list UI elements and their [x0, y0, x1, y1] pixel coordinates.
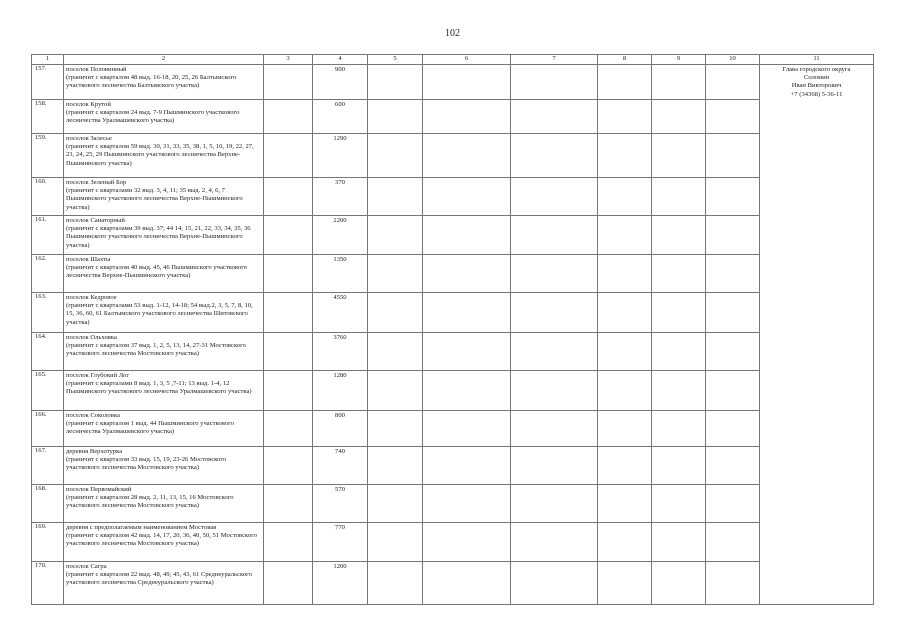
settlement-cell: поселок Крутой (граничит с кварталом 24 выд. 7-9 Пышминского участкового лесничества Уралмашевского участка)	[64, 100, 264, 134]
empty-cell	[423, 485, 511, 523]
empty-cell	[511, 178, 598, 216]
header-row	[32, 55, 874, 65]
settlement-cell: поселок Санаторный (граничит с кварталами 39 выд. 37; 44 14, 15, 21, 22, 33, 34, 35, 36 Пышминского участкового лесничества Верхне-Пышминского участка)	[64, 216, 264, 255]
column-header: 10	[706, 55, 760, 65]
row-number-cell: 160.	[32, 178, 64, 216]
empty-cell	[511, 333, 598, 371]
column-header: 1	[32, 55, 64, 65]
empty-cell	[368, 333, 423, 371]
settlement-cell: поселок Кедровое (граничит с кварталами 53 выд. 1-12, 14-18; 54 выд.2, 3, 5, 7, 8, 10, 15, 36, 60, 61 Балтымского участкового лесничества Шитовского участка)	[64, 293, 264, 333]
table-body	[32, 65, 874, 605]
table-row	[32, 216, 874, 255]
table-row	[32, 371, 874, 411]
empty-cell	[706, 178, 760, 216]
empty-cell	[423, 216, 511, 255]
value-cell: 1200	[313, 562, 368, 605]
empty-cell	[706, 100, 760, 134]
row-number-cell: 169.	[32, 523, 64, 562]
table-row	[32, 447, 874, 485]
empty-cell	[264, 485, 313, 523]
empty-cell	[706, 65, 760, 100]
value-cell: 1290	[313, 134, 368, 178]
empty-cell	[423, 523, 511, 562]
empty-cell	[511, 255, 598, 293]
empty-cell	[511, 134, 598, 178]
empty-cell	[652, 411, 706, 447]
empty-cell	[706, 411, 760, 447]
settlement-cell: деревня Верхотурка (граничит с кварталом 33 выд. 15, 19, 23-26 Мостовского участкового лесничества Мостовского участка)	[64, 447, 264, 485]
empty-cell	[423, 134, 511, 178]
empty-cell	[368, 562, 423, 605]
empty-cell	[511, 216, 598, 255]
table-row	[32, 411, 874, 447]
empty-cell	[423, 293, 511, 333]
row-number-cell: 162.	[32, 255, 64, 293]
empty-cell	[652, 371, 706, 411]
empty-cell	[368, 371, 423, 411]
page-number: 102	[445, 28, 460, 39]
value-cell: 1350	[313, 255, 368, 293]
row-number-cell: 166.	[32, 411, 64, 447]
table-row	[32, 134, 874, 178]
column-header: 11	[760, 55, 874, 65]
empty-cell	[598, 447, 652, 485]
empty-cell	[652, 134, 706, 178]
empty-cell	[598, 65, 652, 100]
settlement-cell: поселок Сагра (граничит с кварталом 22 выд. 48, 49, 45, 43, 61 Среднеуральского участкового лесничества Среднеуральского участка)	[64, 562, 264, 605]
settlement-cell: поселок Соколовка (граничит с кварталом 1 выд. 44 Пышминского участкового лесничества Уралмашевского участка)	[64, 411, 264, 447]
column-header: 5	[368, 55, 423, 65]
value-cell: 570	[313, 485, 368, 523]
empty-cell	[264, 333, 313, 371]
empty-cell	[368, 178, 423, 216]
empty-cell	[368, 134, 423, 178]
empty-cell	[264, 100, 313, 134]
value-cell: 770	[313, 523, 368, 562]
empty-cell	[652, 523, 706, 562]
row-number-cell: 157.	[32, 65, 64, 100]
empty-cell	[511, 65, 598, 100]
table-row	[32, 485, 874, 523]
empty-cell	[652, 485, 706, 523]
value-cell: 4550	[313, 293, 368, 333]
empty-cell	[652, 100, 706, 134]
empty-cell	[706, 371, 760, 411]
table-row	[32, 65, 874, 100]
empty-cell	[706, 134, 760, 178]
empty-cell	[598, 134, 652, 178]
empty-cell	[368, 65, 423, 100]
empty-cell	[706, 447, 760, 485]
empty-cell	[511, 523, 598, 562]
empty-cell	[511, 485, 598, 523]
table-row	[32, 100, 874, 134]
table-row	[32, 523, 874, 562]
empty-cell	[598, 100, 652, 134]
settlement-cell: поселок Залесье (граничит с кварталом 59 выд. 30, 31, 33, 35, 38, 1, 5, 10, 19, 22, 27, 23, 24, 25, 29 Пышминского участкового лесничества Верхне-Пышминского участка)	[64, 134, 264, 178]
row-number-cell: 163.	[32, 293, 64, 333]
column-header: 4	[313, 55, 368, 65]
empty-cell	[264, 523, 313, 562]
empty-cell	[264, 447, 313, 485]
row-number-cell: 165.	[32, 371, 64, 411]
empty-cell	[706, 562, 760, 605]
empty-cell	[598, 178, 652, 216]
empty-cell	[423, 371, 511, 411]
column-header: 8	[598, 55, 652, 65]
empty-cell	[264, 255, 313, 293]
empty-cell	[598, 485, 652, 523]
empty-cell	[368, 523, 423, 562]
empty-cell	[264, 411, 313, 447]
table-row	[32, 333, 874, 371]
settlement-cell: поселок Шахты (граничит с кварталом 40 выд. 45, 46 Пышминского участкового лесничества Верхне-Пышминского участка)	[64, 255, 264, 293]
empty-cell	[598, 255, 652, 293]
column-header: 2	[64, 55, 264, 65]
table-row	[32, 255, 874, 293]
empty-cell	[423, 411, 511, 447]
empty-cell	[511, 100, 598, 134]
empty-cell	[264, 371, 313, 411]
empty-cell	[423, 447, 511, 485]
value-cell: 900	[313, 65, 368, 100]
contact-cell: Глава городского округа Соломин Иван Викторович +7 (34368) 5-36-11	[760, 65, 874, 605]
empty-cell	[706, 216, 760, 255]
row-number-cell: 158.	[32, 100, 64, 134]
empty-cell	[368, 216, 423, 255]
table-row	[32, 562, 874, 605]
empty-cell	[264, 134, 313, 178]
table-row	[32, 293, 874, 333]
value-cell: 740	[313, 447, 368, 485]
empty-cell	[423, 100, 511, 134]
row-number-cell: 164.	[32, 333, 64, 371]
empty-cell	[598, 523, 652, 562]
settlement-cell: поселок Глубокий Лог (граничит с кварталами 8 выд. 1, 3, 5 ,7-11; 13 выд. 1-4, 12 Пышминского участкового лесничества Уралмашевского участка)	[64, 371, 264, 411]
empty-cell	[511, 562, 598, 605]
column-header: 7	[511, 55, 598, 65]
value-cell: 1280	[313, 371, 368, 411]
empty-cell	[264, 178, 313, 216]
empty-cell	[706, 333, 760, 371]
value-cell: 2200	[313, 216, 368, 255]
empty-cell	[706, 255, 760, 293]
empty-cell	[368, 485, 423, 523]
row-number-cell: 167.	[32, 447, 64, 485]
empty-cell	[652, 447, 706, 485]
empty-cell	[598, 562, 652, 605]
column-header: 6	[423, 55, 511, 65]
empty-cell	[598, 333, 652, 371]
empty-cell	[423, 255, 511, 293]
table-row	[32, 178, 874, 216]
empty-cell	[706, 485, 760, 523]
empty-cell	[706, 523, 760, 562]
row-number-cell: 159.	[32, 134, 64, 178]
row-number-cell: 161.	[32, 216, 64, 255]
settlement-cell: деревня с предполагаемым наименованием Мостовая (граничит с кварталом 42 выд. 14, 17, 20, 36, 40, 50, 51 Мостовского участкового лесничества Мостовского участка)	[64, 523, 264, 562]
empty-cell	[652, 293, 706, 333]
empty-cell	[598, 293, 652, 333]
settlements-table	[31, 54, 874, 605]
empty-cell	[598, 411, 652, 447]
settlement-cell: поселок Зеленый Бор (граничит с кварталами 32 выд. 3, 4, 11; 35 выд. 2, 4, 6, 7 Пышминского участкового лесничества Верхне-Пышминского участка)	[64, 178, 264, 216]
empty-cell	[423, 333, 511, 371]
value-cell: 370	[313, 178, 368, 216]
settlement-cell: поселок Ольховка (граничит с кварталом 37 выд. 1, 2, 5, 13, 14, 27-31 Мостовского участкового лесничества Мостовского участка)	[64, 333, 264, 371]
empty-cell	[368, 447, 423, 485]
row-number-cell: 170.	[32, 562, 64, 605]
empty-cell	[706, 293, 760, 333]
empty-cell	[652, 333, 706, 371]
empty-cell	[511, 411, 598, 447]
empty-cell	[423, 65, 511, 100]
empty-cell	[511, 293, 598, 333]
value-cell: 600	[313, 100, 368, 134]
empty-cell	[652, 216, 706, 255]
empty-cell	[368, 411, 423, 447]
value-cell: 3760	[313, 333, 368, 371]
empty-cell	[423, 178, 511, 216]
empty-cell	[652, 255, 706, 293]
empty-cell	[652, 65, 706, 100]
empty-cell	[368, 100, 423, 134]
empty-cell	[264, 562, 313, 605]
empty-cell	[423, 562, 511, 605]
settlement-cell: поселок Первомайский (граничит с кварталом 28 выд. 2, 11, 13, 15, 16 Мостовского участкового лесничества Мостовского участка)	[64, 485, 264, 523]
empty-cell	[264, 65, 313, 100]
column-header: 3	[264, 55, 313, 65]
empty-cell	[598, 216, 652, 255]
row-number-cell: 168.	[32, 485, 64, 523]
empty-cell	[264, 216, 313, 255]
empty-cell	[652, 562, 706, 605]
empty-cell	[368, 293, 423, 333]
value-cell: 800	[313, 411, 368, 447]
empty-cell	[652, 178, 706, 216]
column-header: 9	[652, 55, 706, 65]
settlement-cell: поселок Половинный (граничит с кварталом 48 выд. 16-18, 20, 25, 26 Балтымского участкового лесничества Балтымского участка)	[64, 65, 264, 100]
empty-cell	[264, 293, 313, 333]
empty-cell	[511, 447, 598, 485]
empty-cell	[368, 255, 423, 293]
empty-cell	[511, 371, 598, 411]
empty-cell	[598, 371, 652, 411]
